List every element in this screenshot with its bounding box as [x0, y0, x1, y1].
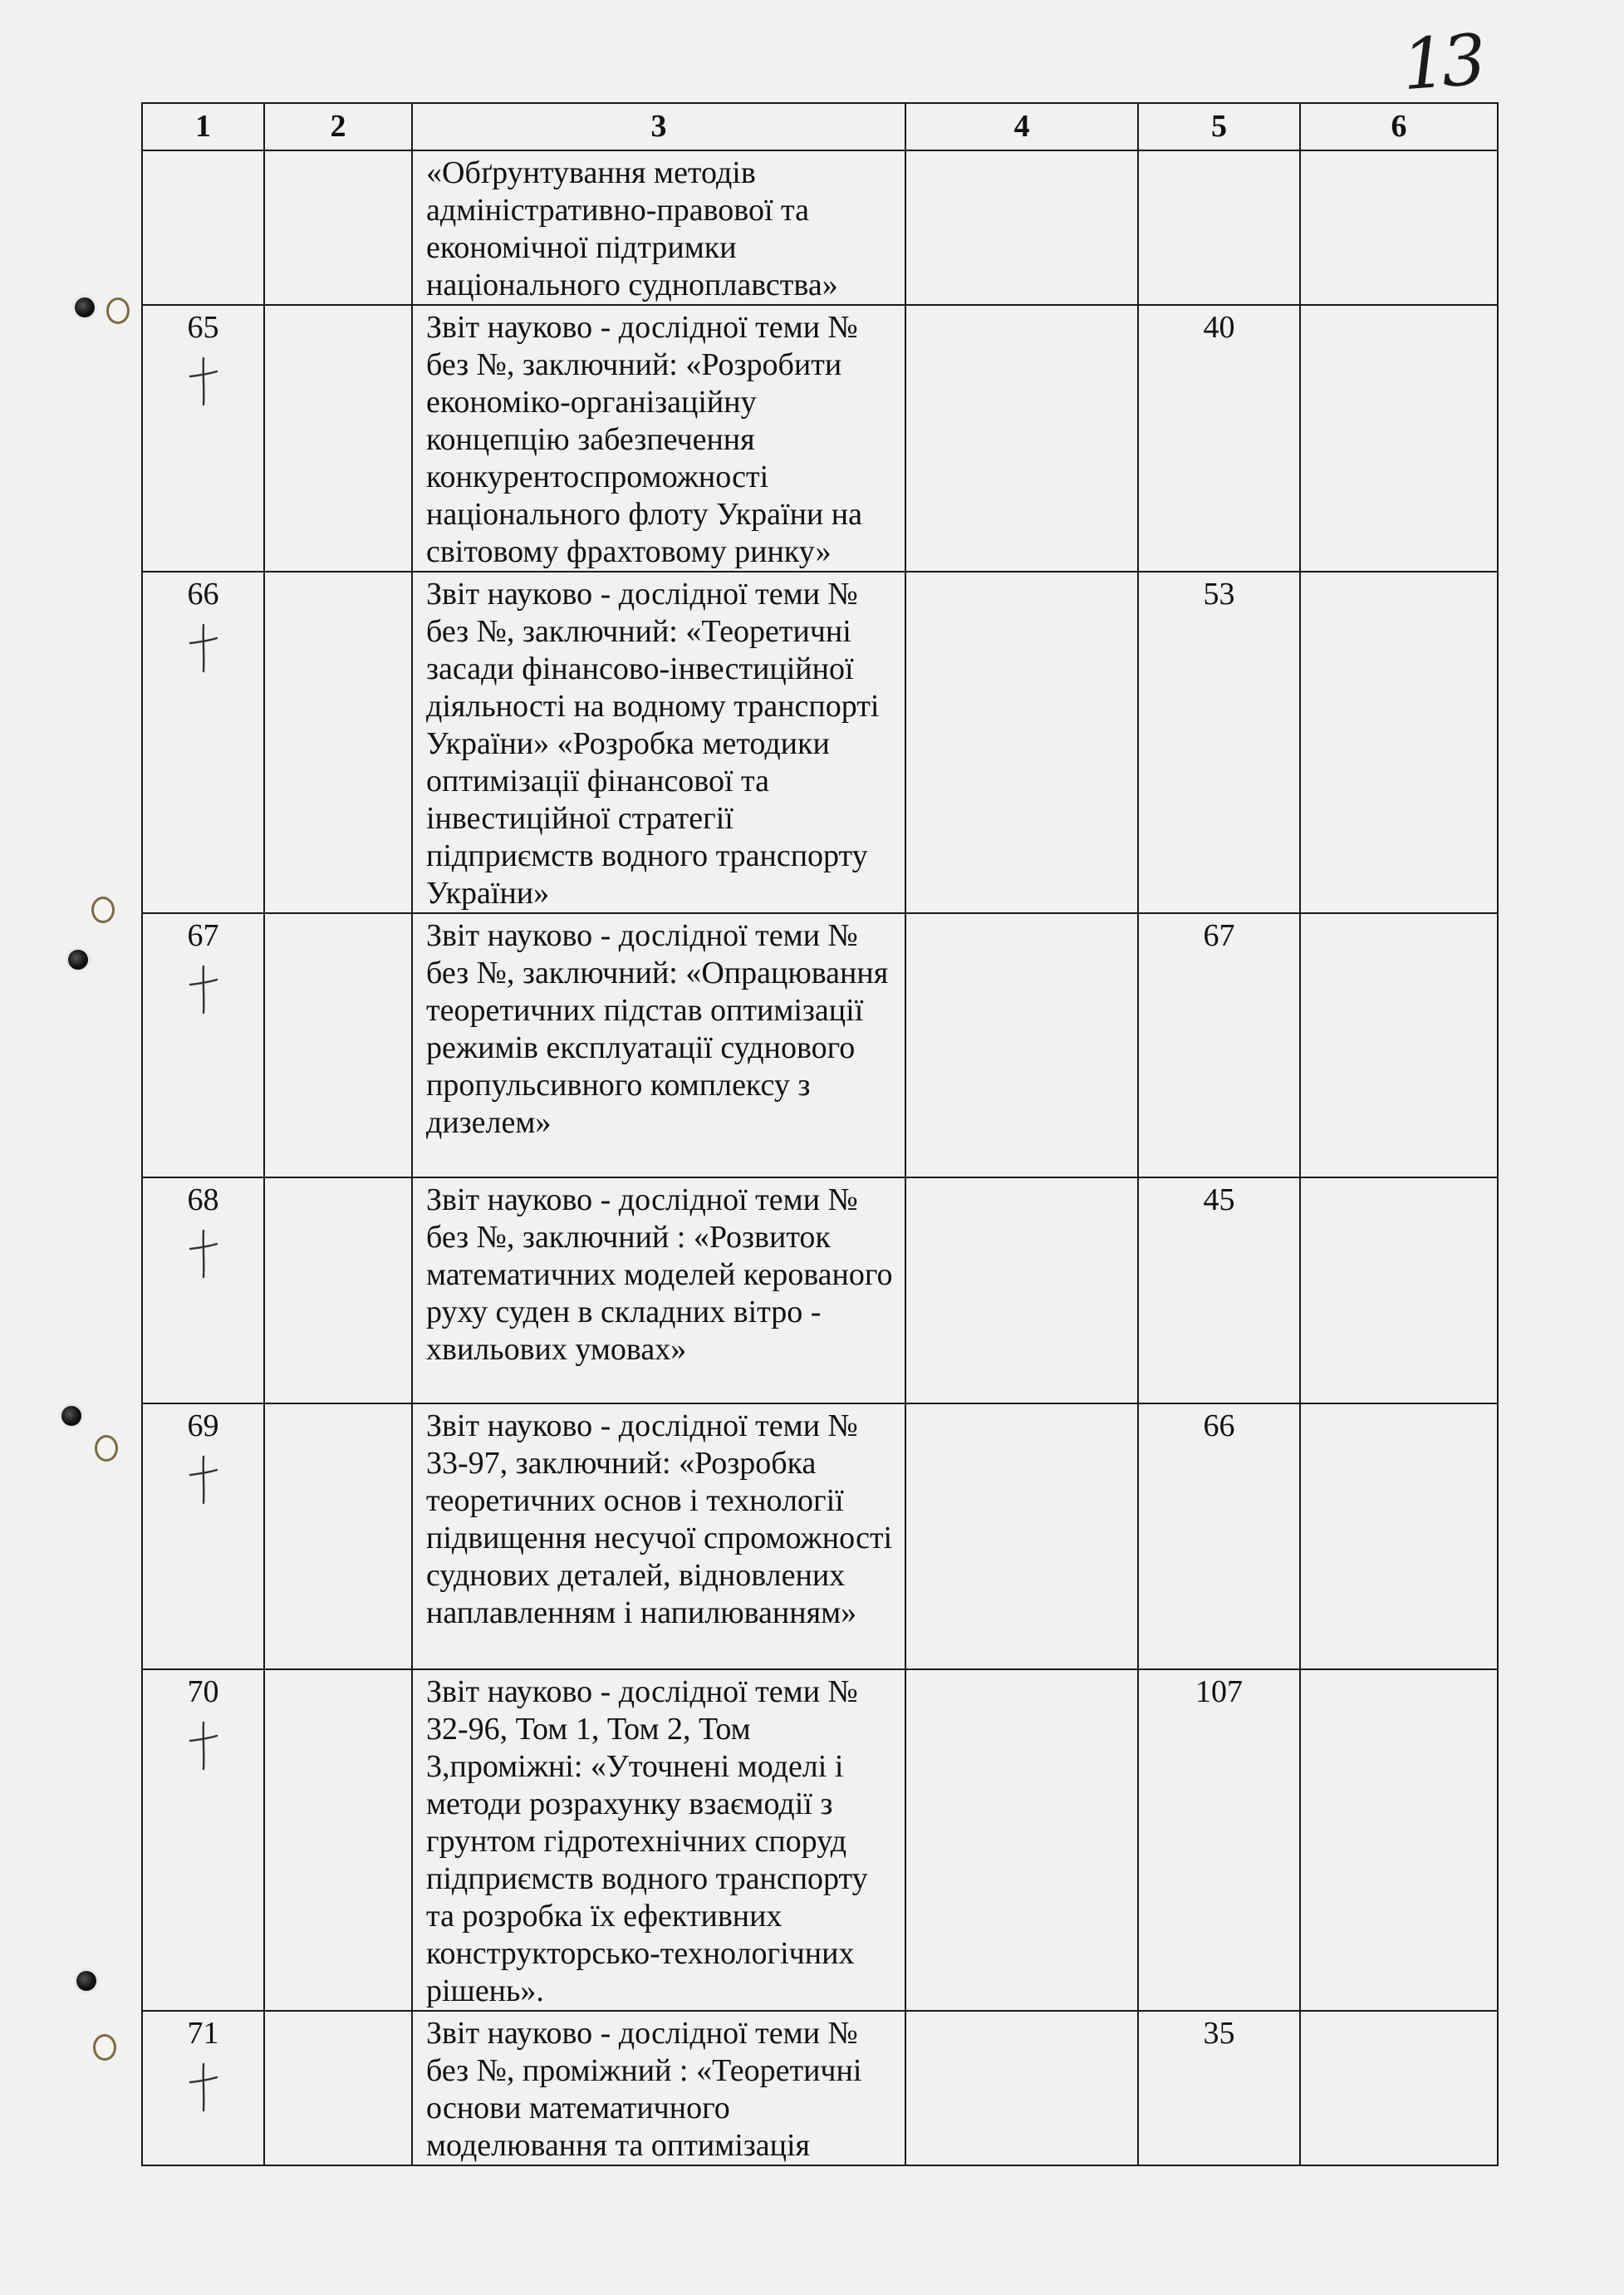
cell-col-4	[905, 305, 1138, 572]
punch-hole-ring	[93, 2034, 116, 2061]
cell-pages-text: 66	[1203, 1408, 1235, 1443]
cell-col-4	[905, 572, 1138, 913]
cell-col-2	[264, 305, 412, 572]
cell-col-6	[1300, 1177, 1498, 1403]
handwritten-check-icon	[187, 1719, 220, 1772]
punch-hole	[61, 1406, 81, 1426]
punch-hole-ring	[91, 897, 115, 923]
cell-title	[412, 305, 905, 572]
cell-col-4	[905, 2011, 1138, 2165]
header-col-5: 5	[1138, 103, 1300, 150]
cell-number-text: 67	[187, 918, 219, 953]
cell-title-text: Звіт науково - дослідної теми № без №, заключний: «Теоретичні засади фінансово-інвестиційної діяльності на водному транспорті України» «Розробка методики оптимізації фінансової та інвестиційної стратегії підприємств водного транспорту України»	[426, 577, 880, 911]
cell-number-text: 68	[187, 1182, 219, 1217]
cell-title	[412, 572, 905, 913]
cell-number-text: 70	[187, 1674, 219, 1709]
header-col-1: 1	[142, 103, 264, 150]
cell-pages-text: 45	[1203, 1182, 1235, 1217]
cell-col-4	[905, 150, 1138, 305]
table-row	[142, 150, 1498, 305]
table-row	[142, 305, 1498, 572]
cell-pages	[1138, 1403, 1300, 1669]
cell-title-text: Звіт науково - дослідної теми № 33-97, заключний: «Розробка теоретичних основ і технології підвищення несучої спроможності суднових деталей, відновлених наплавленням і напилюванням»	[426, 1408, 893, 1630]
cell-number	[142, 572, 264, 913]
cell-col-2	[264, 913, 412, 1177]
punch-hole	[68, 950, 88, 970]
cell-title-text: Звіт науково - дослідної теми № без №, заключний : «Розвиток математичних моделей керованого руху суден в складних вітро - хвильових умовах»	[426, 1182, 893, 1367]
header-col-4: 4	[905, 103, 1138, 150]
cell-col-2	[264, 1403, 412, 1669]
cell-number-text: 65	[187, 310, 219, 345]
cell-number-text: 66	[187, 577, 219, 612]
cell-col-6	[1300, 150, 1498, 305]
cell-col-2	[264, 150, 412, 305]
cell-pages-text: 40	[1203, 310, 1235, 345]
table-row	[142, 1669, 1498, 2011]
cell-number	[142, 913, 264, 1177]
cell-number	[142, 2011, 264, 2165]
punch-hole	[76, 1971, 96, 1991]
cell-pages	[1138, 913, 1300, 1177]
cell-col-4	[905, 1177, 1138, 1403]
cell-pages	[1138, 1669, 1300, 2011]
cell-col-6	[1300, 2011, 1498, 2165]
handwritten-check-icon	[187, 622, 220, 675]
cell-title-text: Звіт науково - дослідної теми № без №, заключний: «Опрацювання теоретичних підстав оптимізації режимів експлуатації суднового пропульсивного комплексу з дизелем»	[426, 918, 889, 1140]
cell-col-6	[1300, 1403, 1498, 1669]
cell-col-6	[1300, 913, 1498, 1177]
cell-pages	[1138, 150, 1300, 305]
cell-title	[412, 1177, 905, 1403]
cell-col-4	[905, 1403, 1138, 1669]
cell-title-text: Звіт науково - дослідної теми № 32-96, Том 1, Том 2, Том 3,проміжні: «Уточнені моделі і методи розрахунку взаємодії з грунтом гідротехнічних споруд підприємств водного транспорту та розробка їх ефективних конструкторсько-технологічних рішень».	[426, 1674, 868, 2008]
cell-number	[142, 1177, 264, 1403]
handwritten-check-icon	[187, 355, 220, 408]
cell-pages	[1138, 2011, 1300, 2165]
cell-number	[142, 150, 264, 305]
table-row	[142, 572, 1498, 913]
cell-number	[142, 305, 264, 572]
header-col-6: 6	[1300, 103, 1498, 150]
cell-col-6	[1300, 572, 1498, 913]
cell-col-2	[264, 1177, 412, 1403]
table-row	[142, 1403, 1498, 1669]
cell-col-2	[264, 572, 412, 913]
punch-hole	[75, 297, 95, 317]
cell-number-text: 69	[187, 1408, 219, 1443]
cell-title	[412, 2011, 905, 2165]
cell-pages	[1138, 1177, 1300, 1403]
handwritten-check-icon	[187, 1227, 220, 1280]
cell-title-text: «Обґрунтування методів адміністративно-правової та економічної підтримки національного судноплавства»	[426, 155, 838, 302]
cell-pages-text: 107	[1195, 1674, 1243, 1709]
cell-col-6	[1300, 1669, 1498, 2011]
punch-hole-ring	[95, 1435, 118, 1462]
header-col-3: 3	[412, 103, 905, 150]
cell-number	[142, 1403, 264, 1669]
table-header-row	[142, 103, 1498, 150]
cell-col-4	[905, 1669, 1138, 2011]
cell-title	[412, 150, 905, 305]
cell-title-text: Звіт науково - дослідної теми № без №, проміжний : «Теоретичні основи математичного моделювання та оптимізація	[426, 2016, 862, 2163]
cell-title	[412, 913, 905, 1177]
handwritten-check-icon	[187, 1453, 220, 1506]
cell-pages-text: 53	[1203, 577, 1235, 612]
page-number: 13	[1399, 18, 1484, 106]
cell-number	[142, 1669, 264, 2011]
punch-hole-ring	[106, 297, 130, 324]
header-col-2: 2	[264, 103, 412, 150]
cell-pages	[1138, 572, 1300, 913]
cell-title	[412, 1669, 905, 2011]
table-row	[142, 2011, 1498, 2165]
cell-col-2	[264, 2011, 412, 2165]
cell-pages-text: 67	[1203, 918, 1235, 953]
cell-col-6	[1300, 305, 1498, 572]
cell-col-2	[264, 1669, 412, 2011]
handwritten-check-icon	[187, 963, 220, 1016]
cell-number-text: 71	[187, 2016, 219, 2051]
cell-title-text: Звіт науково - дослідної теми № без №, заключний: «Розробити економіко-організаційну концепцію забезпечення конкурентоспроможності національного флоту України на світовому фрахтовому ринку»	[426, 310, 862, 569]
table-row	[142, 1177, 1498, 1403]
cell-pages-text: 35	[1203, 2016, 1235, 2051]
cell-pages	[1138, 305, 1300, 572]
handwritten-check-icon	[187, 2061, 220, 2114]
cell-title	[412, 1403, 905, 1669]
table-row	[142, 913, 1498, 1177]
register-table	[141, 102, 1499, 2166]
cell-col-4	[905, 913, 1138, 1177]
